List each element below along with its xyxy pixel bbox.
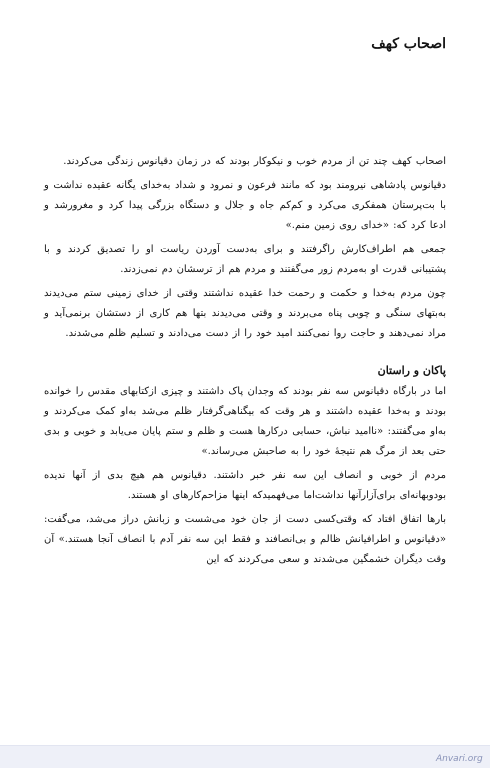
paragraph-1: اصحاب کهف چند تن از مردم خوب و نیکوکار بودند که در زمان دقیانوس زندگی می‌کردند. [63,156,446,167]
watermark-logo: Anvari.org [436,754,483,764]
paragraph-4: چون مردم به‌خدا و حکمت و رحمت خدا عقیده نداشتند وقتی از خدای زمینی ستم می‌دیدند به‌بتهای سنگی و چوبی پناه می‌بردند و وقتی می‌دیدند بتها هم کاری از دستشان برنمی‌آید و مراد نمی‌دهند و حاجت روا نمی‌کنند امید خود را از دست می‌دادند و تسلیم ظلم می‌شدند. [44,288,446,339]
paragraph-5: اما در بارگاه دقیانوس سه نفر بودند که وجدان پاک داشتند و چیزی ازکتابهای مقدس را خوانده بودند و به‌خدا عقیده داشتند و هر وقت که بیگناهی‌گرفتار ظلم می‌شد به‌او کمک می‌کردند و به‌او می‌گفتند: «نا‌امید نباش، حسابی درکارها هست و ظلم و ستم پایان می‌یابد و خوبی و بدی حتی بعد از مرگ هم نتیجهٔ خود را به‌ صاحبش می‌رساند.» [44,386,446,457]
paragraph-7: بارها اتفاق افتاد که وقتی‌کسی دست از جان خود می‌شست و زبانش دراز می‌شد، می‌گفت: «دقیانوس و اطرافیانش ظالم و بی‌انصافند و فقط این سه نفر آدم با انصاف آنجا هستند.» آن وقت دیگران خشمگین می‌شدند و سعی می‌کردند که این [44,514,446,565]
paragraph-3: جمعی هم اطراف‌کارش راگرفتند و برای به‌دست آوردن ریاست او را تصدیق کردند و با پشتیبانی قدرت او به‌مردم زور می‌گفتند و مردم هم از ترسشان دم نمی‌زدند. [44,244,446,275]
section-heading: پاکان و راستان [377,364,446,377]
page-title: اصحاب کهف [371,36,446,52]
paragraph-2: دقیانوس پادشاهی نیرومند بود که مانند فرعون و نمرود و شداد به‌خدای یگانه عقیده نداشت و با بت‌پرستان همفکری می‌کرد و کم‌کم جاه و جلال و دستگاه بزرگی پیدا کرد و مغرورشد و ادعا کرد که: «خدای روی زمین منم.» [44,180,446,231]
footer-bar [0,745,490,768]
paragraph-6: مردم از خوبی و انصاف این سه نفر خبر داشتند. دقیانوس هم هیچ بدی از آنها ندیده بودوبهانه‌ای برای‌آزارآنها نداشت‌اما می‌فهمیدکه اینها مزاحم‌کارهای او هستند. [44,470,446,501]
page-body [44,152,446,574]
